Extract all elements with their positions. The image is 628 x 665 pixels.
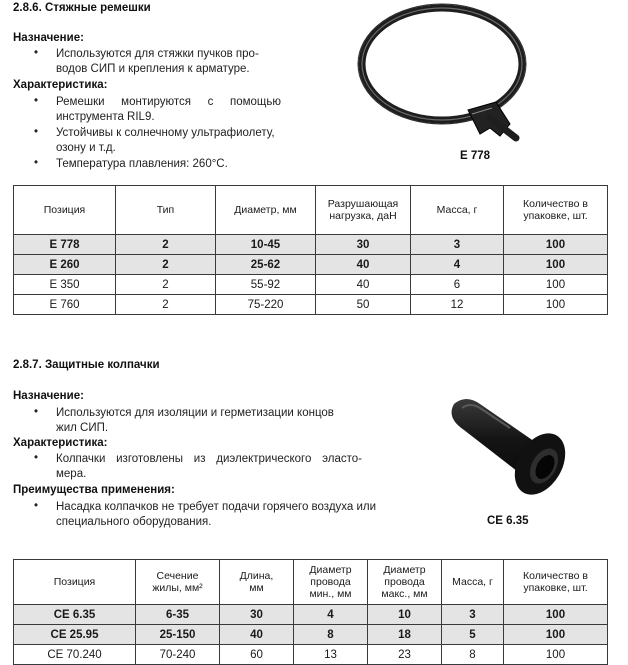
table-cell: 40 (316, 275, 411, 295)
column-header: Масса, г (411, 186, 504, 235)
image-caption: CE 6.35 (487, 515, 529, 527)
table-cell: 40 (220, 625, 294, 645)
table-cell: 23 (368, 645, 442, 665)
section-heading-straps: 2.8.6. Стяжные ремешки (13, 2, 151, 14)
table-cell: 30 (220, 605, 294, 625)
table-cell: 6-35 (136, 605, 220, 625)
column-header: Диаметр, мм (216, 186, 316, 235)
table-cell: CE 25.95 (14, 625, 136, 645)
table-cell: 2 (116, 295, 216, 315)
table-cell: 10-45 (216, 235, 316, 255)
table-cell: 8 (442, 645, 504, 665)
caps-table (13, 559, 608, 665)
column-header: Количество в упаковке, шт. (504, 186, 608, 235)
cable-tie-image (340, 2, 540, 148)
table-cell: 100 (504, 645, 608, 665)
table-cell: 2 (116, 275, 216, 295)
section-heading-caps: 2.8.7. Защитные колпачки (13, 359, 160, 371)
table-cell: 2 (116, 235, 216, 255)
characteristic-item-cont: мера. (56, 468, 87, 480)
purpose-label: Назначение: (13, 32, 84, 44)
table-cell: 3 (442, 605, 504, 625)
bullet-icon: • (34, 47, 39, 59)
characteristic-item-cont: инструмента RIL9. (56, 111, 155, 123)
table-cell: 12 (411, 295, 504, 315)
column-header: Количество в упаковке, шт. (504, 560, 608, 605)
table-cell: 70-240 (136, 645, 220, 665)
table-cell: CE 70.240 (14, 645, 136, 665)
table-cell: 30 (316, 235, 411, 255)
table-cell: E 760 (14, 295, 116, 315)
bullet-icon: • (34, 157, 39, 169)
table-row (14, 295, 608, 315)
table-cell: 6 (411, 275, 504, 295)
table-cell: 25-150 (136, 625, 220, 645)
table-cell: 100 (504, 275, 608, 295)
table-row (14, 275, 608, 295)
table-cell: 40 (316, 255, 411, 275)
table-header-row (14, 186, 608, 235)
image-caption: E 778 (460, 150, 491, 162)
table-cell: 75-220 (216, 295, 316, 315)
table-cell: 4 (294, 605, 368, 625)
bullet-icon: • (34, 126, 39, 138)
table-cell: 50 (316, 295, 411, 315)
advantages-label: Преимущества применения: (13, 484, 175, 496)
table-cell: 100 (504, 235, 608, 255)
table-cell: 10 (368, 605, 442, 625)
table-row (14, 645, 608, 665)
column-header: Позиция (14, 186, 116, 235)
bullet-icon: • (34, 500, 39, 512)
column-header: Тип (116, 186, 216, 235)
column-header: Диаметр провода мин., мм (294, 560, 368, 605)
table-row (14, 625, 608, 645)
bullet-icon: • (34, 452, 39, 464)
table-cell: 100 (504, 295, 608, 315)
table-cell: 18 (368, 625, 442, 645)
table-cell: E 260 (14, 255, 116, 275)
table-cell: 2 (116, 255, 216, 275)
table-header-row (14, 560, 608, 605)
characteristics-label: Характеристика: (13, 79, 108, 91)
table-cell: 13 (294, 645, 368, 665)
purpose-item: Используются для стяжки пучков про- водов СИП и крепления к арматуре. (56, 48, 259, 75)
column-header: Диаметр провода макс., мм (368, 560, 442, 605)
purpose-label: Назначение: (13, 390, 84, 402)
table-cell: 100 (504, 625, 608, 645)
bullet-icon: • (34, 95, 39, 107)
advantage-item: Насадка колпачков не требует подачи горячего воздуха или специального оборудования. (56, 501, 377, 528)
characteristics-label: Характеристика: (13, 437, 108, 449)
characteristic-item: Колпачки изготовлены из диэлектрического эласто- (56, 453, 362, 465)
purpose-item: Используются для изоляции и герметизации концов жил СИП. (56, 407, 334, 434)
bullet-icon: • (34, 406, 39, 418)
straps-table (13, 185, 608, 315)
column-header: Масса, г (442, 560, 504, 605)
column-header: Длина, мм (220, 560, 294, 605)
table-cell: E 350 (14, 275, 116, 295)
characteristic-item: Температура плавления: 260°С. (56, 158, 228, 170)
characteristic-item: Устойчивы к солнечному ультрафиолету, озону и т.д. (56, 127, 275, 154)
table-row (14, 605, 608, 625)
table-cell: E 778 (14, 235, 116, 255)
table-cell: 4 (411, 255, 504, 275)
column-header: Позиция (14, 560, 136, 605)
column-header: Сечение жилы, мм² (136, 560, 220, 605)
table-cell: 8 (294, 625, 368, 645)
table-row (14, 235, 608, 255)
table-cell: 25-62 (216, 255, 316, 275)
table-cell: 60 (220, 645, 294, 665)
table-cell: 5 (442, 625, 504, 645)
table-cell: 55-92 (216, 275, 316, 295)
column-header: Разрушающая нагрузка, даН (316, 186, 411, 235)
table-cell: 3 (411, 235, 504, 255)
table-cell: 100 (504, 605, 608, 625)
table-cell: CE 6.35 (14, 605, 136, 625)
table-row (14, 255, 608, 275)
protective-cap-image (440, 390, 570, 512)
characteristic-item: Ремешки монтируются с помощью (56, 96, 281, 108)
table-cell: 100 (504, 255, 608, 275)
